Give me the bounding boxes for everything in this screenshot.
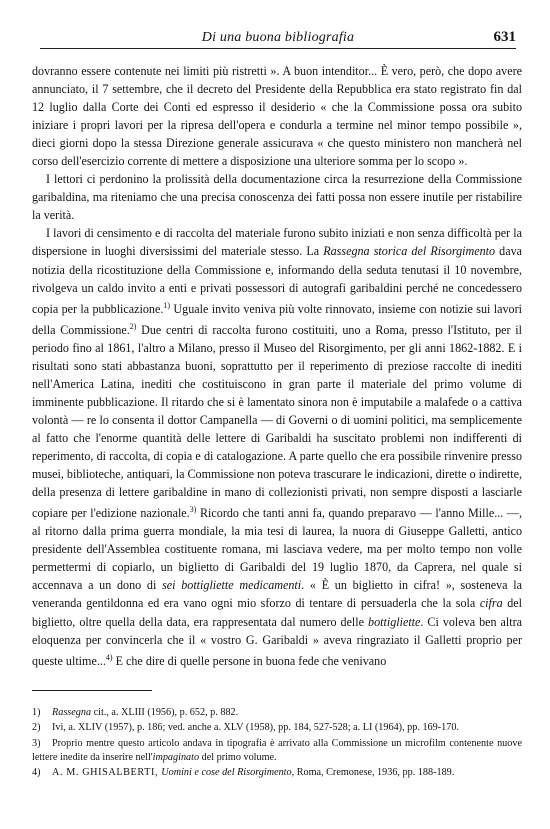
text-run: . « È un biglietto in cifra! », sosteneva la veneranda gentildonna ed era vano ogni mio sforzo di tentare di persuaderla che la sola	[32, 578, 522, 611]
italic-word: cifra	[479, 596, 503, 611]
paragraph-3	[32, 224, 522, 669]
footnote-italic: impaginato	[152, 751, 200, 763]
footnote-text: del primo volume.	[199, 751, 277, 763]
footnote-text: cit., a. XLIII (1956), p. 652, p. 882.	[91, 707, 239, 718]
main-text	[32, 62, 522, 670]
footnotes	[32, 706, 522, 781]
footnote-1	[32, 706, 522, 720]
footnote-3	[32, 737, 522, 766]
footnote-number: 1)	[32, 707, 41, 718]
footnote-number: 2)	[32, 722, 41, 734]
footnote-text: A. M. GHISALBERTI,	[52, 767, 162, 779]
footnote-ref-4[interactable]: 4)	[105, 652, 113, 662]
paragraph-1: dovranno essere contenute nei limiti più ristretti ». A buon intenditor... È vero, però, che dopo avere annunciato, il 7 settembre, che il decreto del Presidente della Repubblica era stato registrato fin dal 12 luglio dalla Corte dei Conti ed espresso il desiderio « che la Commissione possa ora subito iniziare i propri lavori per la ripresa dell'opera e condurla a termine nel minor tempo possibile », dieci giorni dopo la stessa Direzione generale assicurava « che questo ministero non mancherà nel corso dell'esercizio corrente di mettere a disposizione una ulteriore somma per lo scopo ».	[32, 64, 522, 169]
paragraph-2: I lettori ci perdonino la prolissità della documentazione circa la resurrezione della Commissione garibaldina, ma riteniamo che una precisa conoscenza dei fatti possa non essere inutile per ristabilire la verità.	[32, 172, 522, 223]
text-run: Due centri di raccolta furono costituiti, uno a Roma, presso l'Istituto, per il periodo fino al 1861, l'altro a Milano, presso il Museo del Risorgimento, per gli anni 1862-1882. E i risultati sono stati abbastanza buoni, soprattutto per il reperimento di preziose raccolte di inediti nell'America Latina, inediti che costituiscono in gran parte il materiale del primo volume di imminente pubblicazione. Il ritardo che si è lamentato sinora non è imputabile a malafede o a cattiva volontà — re lo consenta il dottor Campanella — di Governi o di uomini politici, ma semplicemente al fatto che l'enorme quantità delle lettere di Garibaldi ha suscitato problemi non indifferenti di reperimento, di raccolta, di copia e di catalogazione. A parte quello che era possibile rinvenire presso musei, biblioteche, antiquari, la Commissione non poteva trascurare le indicazioni, dirette o indirette, della presenza di lettere garibaldine in mano di collezionisti privati, non sempre disposti a lasciarle copiare per l'edizione nazionale.	[32, 322, 522, 521]
text-run: E che dire di quelle persone in buona fede che venivano	[112, 653, 387, 668]
footnote-2	[32, 721, 522, 735]
text-run: dava notizia della ricostituzione della Commissione e, informando della seduta tenutasi il 10 novembre, rivolgeva un caldo invito a enti e privati possessori di autografi garibaldini perché ne concedessero copia per la pubblicazione.	[32, 244, 522, 316]
text-run: . Ci voleva ben altra eloquenza per convincerla che il « vostro G. Garibaldi » aveva ringraziato il Galletti proprio per queste ultime...	[32, 614, 522, 668]
text-run: Uguale invito veniva più volte rinnovato, insieme con notizie sui lavori della Commissione.	[32, 301, 522, 337]
footnote-number: 4)	[32, 767, 41, 779]
italic-phrase: sei bottigliette medicamenti	[162, 578, 302, 593]
footnote-4	[32, 766, 522, 780]
text-run: del biglietto, oltre quella della data, era rappresentata dal numero delle	[32, 596, 522, 629]
page-header	[40, 28, 516, 49]
text-run: I lavori di censimento e di raccolta del materiale furono subito iniziati e non senza difficoltà per la dispersione in luoghi diversissimi del materiale stesso. La	[32, 226, 522, 259]
italic-word: bottigliette	[368, 614, 421, 629]
footnote-text: Proprio mentre questo articolo andava in tipografia è arrivato alla Commissione un microfilm contenente nuove lettere inedite da inserire nell'	[32, 737, 522, 763]
footnote-ref-3[interactable]: 3)	[189, 505, 197, 515]
footnote-number: 3)	[32, 737, 41, 749]
footnote-ref-1[interactable]: 1)	[163, 300, 171, 310]
footnote-separator	[32, 690, 152, 691]
footnote-text: Ivi, a. XLIV (1957), p. 186; ved. anche a. XLV (1958), pp. 184, 527-528; a. LI (1964), pp. 169-170.	[52, 722, 459, 734]
page-number: 631	[493, 29, 516, 45]
footnote-italic: Rassegna	[52, 707, 92, 718]
running-title: Di una buona bibliografia	[201, 30, 355, 45]
footnote-ref-2[interactable]: 2)	[129, 321, 137, 331]
footnote-italic: Uomini e cose del Risorgimento	[161, 767, 292, 779]
journal-title: Rassegna storica del Risorgimento	[323, 244, 496, 259]
text-run: Ricordo che tanti anni fa, quando preparavo — l'anno Mille... —, al ritorno dalla prima guerra mondiale, la mia tesi di laurea, la nuora di Giuseppe Galletti, antico presidente dell'Assemblea costituente romana, mi lasciava vedere, ma per molto tempo non volle permettermi di copiarlo, un biglietto di Garibaldi del 19 luglio 1870, da Caprera, nel quale si accennava a un dono di	[32, 506, 522, 593]
footnote-text: , Roma, Cremonese, 1936, pp. 188-189.	[291, 767, 455, 779]
